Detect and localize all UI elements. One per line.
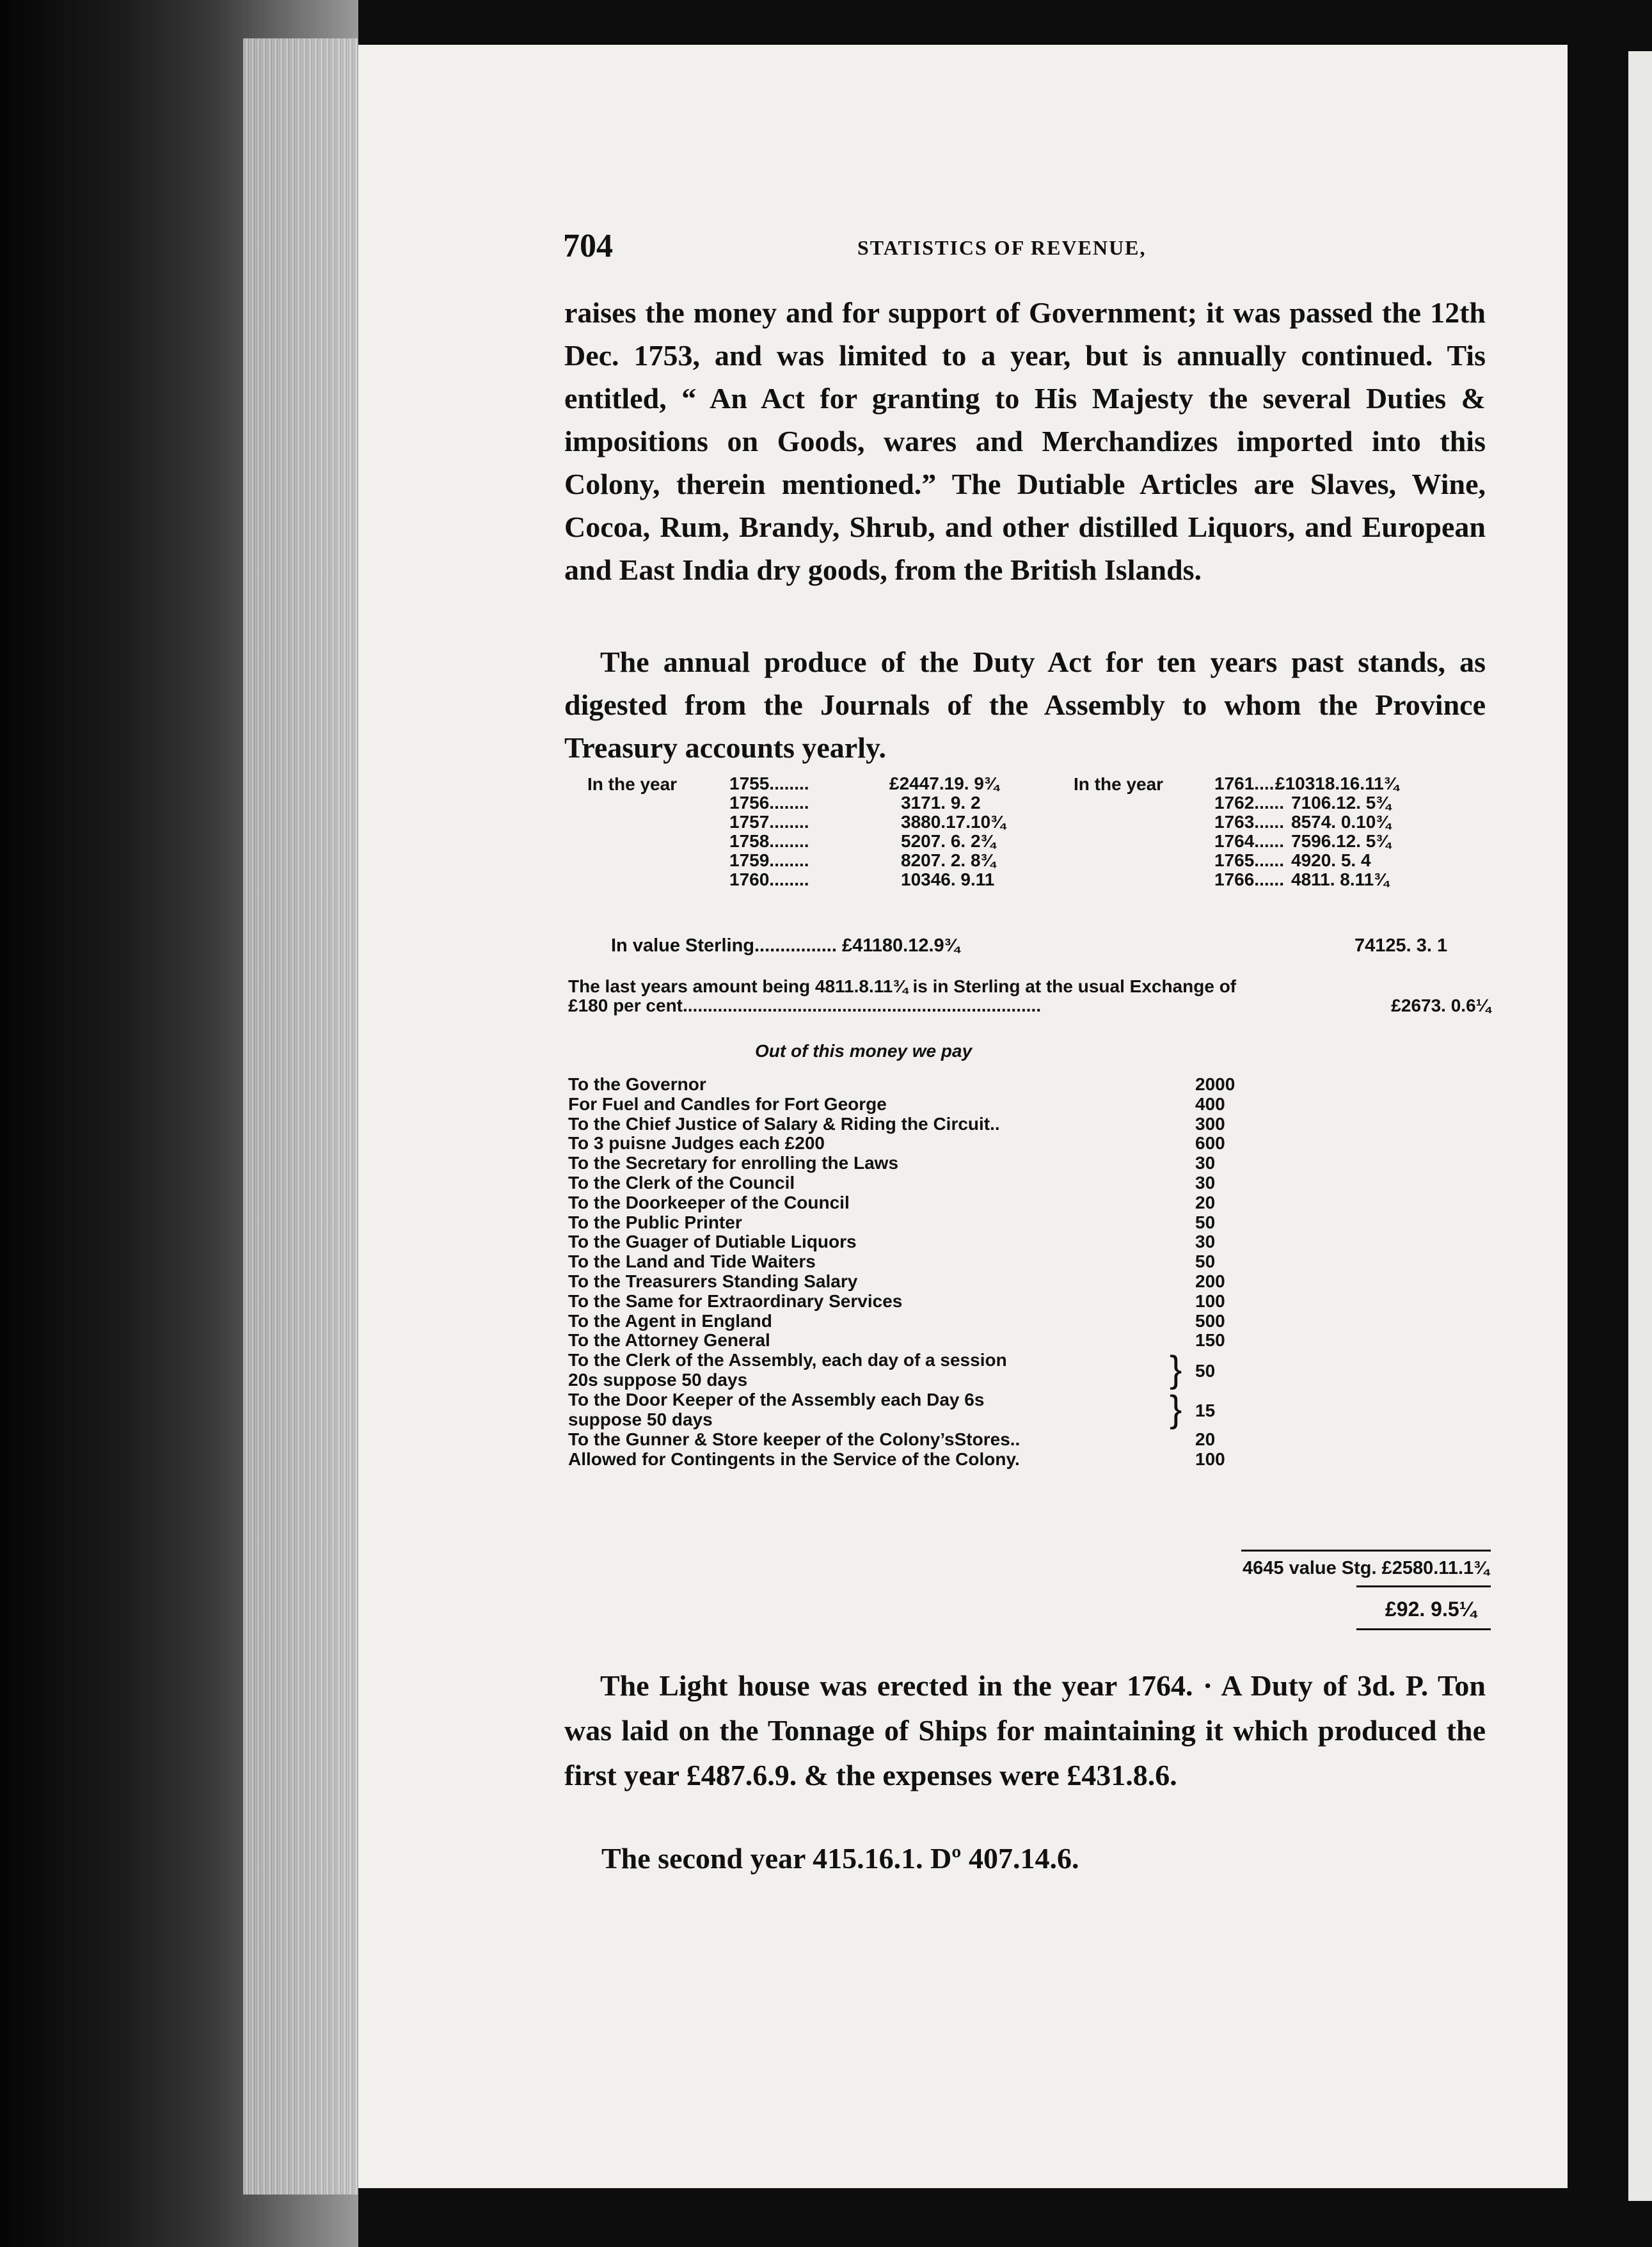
- year-amount: 4811. 8.11¾: [1291, 869, 1389, 889]
- in-the-year-label-left: In the year: [587, 774, 678, 794]
- expense-row: [568, 1115, 1278, 1134]
- intro-paragraph: raises the money and for support of Government; it was passed the 12th Dec. 1753, and was limited to a year, but is annually continued. Tis entitled, “ An Act for granting to His Majesty the several Duties & impositions on Goods, wares and Merchandizes imported into this Colony, therein mentioned.” The Dutiable Articles are Slaves, Wine, Cocoa, Rum, Brandy, Shrub, and other distilled Liquors, and European and East India dry goods, from the British Islands.: [564, 296, 1486, 586]
- year-amount: £10318.16.11¾: [1275, 774, 1399, 793]
- year-amount: 8207. 2. 8¾: [901, 850, 996, 870]
- expense-amount: 50: [1195, 1251, 1216, 1272]
- expense-amount: 100: [1195, 1449, 1225, 1469]
- next-page-sliver: [1628, 51, 1652, 2201]
- braced-expense: [568, 1351, 1278, 1390]
- leader-dots: ......: [1254, 831, 1284, 851]
- balance-rule-top: [1356, 1585, 1491, 1587]
- year-row-left: [729, 869, 995, 889]
- expense-amount: 50: [1195, 1361, 1216, 1381]
- years-right-column: [1214, 774, 1445, 889]
- leader-dots: ......: [1254, 793, 1284, 813]
- year-row-right: [1214, 793, 1445, 813]
- expense-amount: 300: [1195, 1113, 1225, 1134]
- expenses-total: 4645 value Stg. £2580.11.1¾: [1243, 1558, 1489, 1578]
- last-year-line1: The last years amount being 4811.8.11¾ is in Sterling at the usual Exchange of: [568, 976, 1237, 996]
- expense-label: To the Chief Justice of Salary & Riding the Circuit..: [568, 1113, 1000, 1134]
- leader-dots: ........: [769, 812, 809, 832]
- braced-expense: [568, 1390, 1278, 1430]
- year-value: 1766: [1214, 869, 1255, 889]
- year-row-right: [1214, 870, 1445, 889]
- year-value: 1764: [1214, 831, 1255, 851]
- years-table: [587, 774, 1496, 928]
- year-amount: 3880.17.10¾: [901, 812, 1006, 832]
- expense-label: To the Doorkeeper of the Council: [568, 1192, 850, 1212]
- lighthouse-paragraph: The Light house was erected in the year 1764. · A Duty of 3d. P. Ton was laid on the Tonnage of Ships for maintaining it which produced the first year £487.6.9. & the expenses were £431.8.6.: [564, 1669, 1486, 1791]
- year-row-right: [1214, 851, 1445, 870]
- total-rule: [1241, 1550, 1491, 1552]
- expense-row: [568, 1292, 1278, 1312]
- year-amount: 8574. 0.10¾: [1291, 812, 1391, 832]
- year-row-right: [1214, 774, 1445, 793]
- year-amount: 4920. 5. 4: [1291, 850, 1371, 870]
- expense-row: [568, 1173, 1278, 1193]
- brace-symbol: }: [1170, 1388, 1182, 1431]
- year-row-left: [729, 812, 1006, 832]
- annual-paragraph: The annual produce of the Duty Act for ten years past stands, as digested from the Journals of the Assembly to whom the Province Treasury accounts yearly.: [564, 646, 1486, 764]
- page-header: [563, 227, 1491, 272]
- year-value: 1762: [1214, 793, 1255, 813]
- year-row-right: [1214, 832, 1445, 851]
- year-amount: 7596.12. 5¾: [1291, 831, 1391, 851]
- year-amount: £2447.19. 9¾: [889, 774, 999, 793]
- expense-amount: 50: [1195, 1212, 1216, 1232]
- year-value: 1765: [1214, 850, 1255, 870]
- braced-line1: To the Door Keeper of the Assembly each Day 6s: [568, 1390, 985, 1410]
- year-value: 1755: [729, 774, 770, 793]
- expense-amount: 15: [1195, 1401, 1216, 1421]
- leader-dots: ......: [1254, 774, 1284, 793]
- year-row-left: [729, 793, 981, 813]
- year-value: 1761: [1214, 774, 1255, 793]
- year-amount: 3171. 9. 2: [901, 793, 981, 813]
- leader-dots: ........: [769, 793, 809, 813]
- year-value: 1763: [1214, 812, 1255, 832]
- expense-label: To the Secretary for enrolling the Laws: [568, 1153, 899, 1173]
- expense-label: To the Treasurers Standing Salary: [568, 1271, 858, 1291]
- expense-amount: 30: [1195, 1172, 1216, 1193]
- expense-label: To 3 puisne Judges each £200: [568, 1133, 825, 1154]
- expense-label: To the Land and Tide Waiters: [568, 1251, 816, 1272]
- leader-dots: ......: [1254, 812, 1284, 832]
- sterling-line: In value Sterling................ £41180.12.9¾: [611, 935, 960, 956]
- sterling-right-total: 74125. 3. 1: [1354, 935, 1448, 956]
- expense-amount: 200: [1195, 1271, 1225, 1291]
- expense-label: To the Gunner & Store keeper of the Colony’sStores..: [568, 1429, 1021, 1450]
- second-year-line: The second year 415.16.1. Dº 407.14.6.: [601, 1842, 1079, 1875]
- balance-value: £92. 9.5¼: [1385, 1598, 1477, 1621]
- expense-row: [568, 1213, 1278, 1233]
- expense-label: To the Attorney General: [568, 1330, 770, 1351]
- expense-row: [568, 1331, 1278, 1351]
- year-value: 1756: [729, 793, 770, 813]
- sterling-label: In value Sterling: [611, 935, 754, 956]
- expense-label: To the Agent in England: [568, 1310, 772, 1331]
- expense-row: [568, 1232, 1278, 1252]
- expense-row: [568, 1154, 1278, 1173]
- expense-row: [568, 1272, 1278, 1292]
- expense-row: [568, 1075, 1278, 1095]
- expense-label: To the Public Printer: [568, 1212, 742, 1232]
- expense-label: To the Governor: [568, 1074, 706, 1094]
- leader-dots: ......: [1254, 850, 1284, 870]
- expense-amount: 500: [1195, 1310, 1225, 1331]
- expense-amount: 20: [1195, 1192, 1216, 1212]
- sterling-value: £41180.12.9¾: [841, 935, 960, 956]
- year-row-left: [729, 774, 999, 793]
- year-amount: 7106.12. 5¾: [1291, 793, 1391, 813]
- years-left-column: [729, 774, 1006, 889]
- expense-amount: 2000: [1195, 1074, 1235, 1094]
- expense-label: To the Clerk of the Council: [568, 1172, 795, 1193]
- expense-row: [568, 1430, 1278, 1450]
- year-row-left: [729, 831, 996, 851]
- year-row-left: [729, 850, 996, 870]
- braced-line1: To the Clerk of the Assembly, each day of a session: [568, 1350, 1007, 1370]
- in-the-year-label-right: In the year: [1074, 774, 1164, 794]
- expense-amount: 100: [1195, 1290, 1225, 1311]
- last-year-note: The last years amount being 4811.8.11¾ is in Sterling at the usual Exchange of £180 per cent........................................................................ £2673. 0.6¼: [568, 976, 1491, 1015]
- year-amount: 5207. 6. 2¾: [901, 831, 996, 851]
- expense-row: [568, 1193, 1278, 1213]
- leader-dots: ........: [769, 869, 809, 889]
- year-value: 1757: [729, 812, 770, 832]
- expense-row: [568, 1450, 1278, 1470]
- leader-dots: ........: [769, 850, 809, 870]
- braced-line2: 20s suppose 50 days: [568, 1370, 748, 1390]
- leader-dots: ........: [769, 774, 809, 793]
- year-value: 1760: [729, 869, 770, 889]
- last-year-value: £2673. 0.6¼: [1391, 996, 1491, 1015]
- year-value: 1758: [729, 831, 770, 851]
- expense-row: [568, 1312, 1278, 1331]
- page-number: 704: [563, 228, 613, 264]
- balance-rule-bottom: [1356, 1628, 1491, 1630]
- expense-row: [568, 1095, 1278, 1115]
- expense-row: [568, 1134, 1278, 1154]
- page-edges: [243, 38, 358, 2195]
- expenses-list: [568, 1075, 1278, 1470]
- braced-line2: suppose 50 days: [568, 1409, 713, 1430]
- expense-amount: 400: [1195, 1093, 1225, 1114]
- expense-row: [568, 1252, 1278, 1272]
- out-of-money-heading: Out of this money we pay: [755, 1041, 973, 1061]
- expense-amount: 150: [1195, 1330, 1225, 1351]
- brace-symbol: }: [1170, 1349, 1182, 1391]
- expense-amount: 30: [1195, 1153, 1216, 1173]
- year-value: 1759: [729, 850, 770, 870]
- expense-label: To the Same for Extraordinary Services: [568, 1290, 903, 1311]
- last-year-line2: £180 per cent: [568, 996, 683, 1015]
- year-row-right: [1214, 813, 1445, 832]
- year-amount: 10346. 9.11: [901, 869, 995, 889]
- expense-amount: 30: [1195, 1232, 1216, 1252]
- leader-dots: ........: [769, 831, 809, 851]
- expense-amount: 20: [1195, 1429, 1216, 1450]
- expense-label: For Fuel and Candles for Fort George: [568, 1093, 887, 1114]
- leader-dots: ......: [1254, 869, 1284, 889]
- expense-amount: 600: [1195, 1133, 1225, 1154]
- expense-label: Allowed for Contingents in the Service of the Colony.: [568, 1449, 1020, 1469]
- running-head: STATISTICS OF REVENUE,: [857, 236, 1147, 259]
- expense-label: To the Guager of Dutiable Liquors: [568, 1232, 857, 1252]
